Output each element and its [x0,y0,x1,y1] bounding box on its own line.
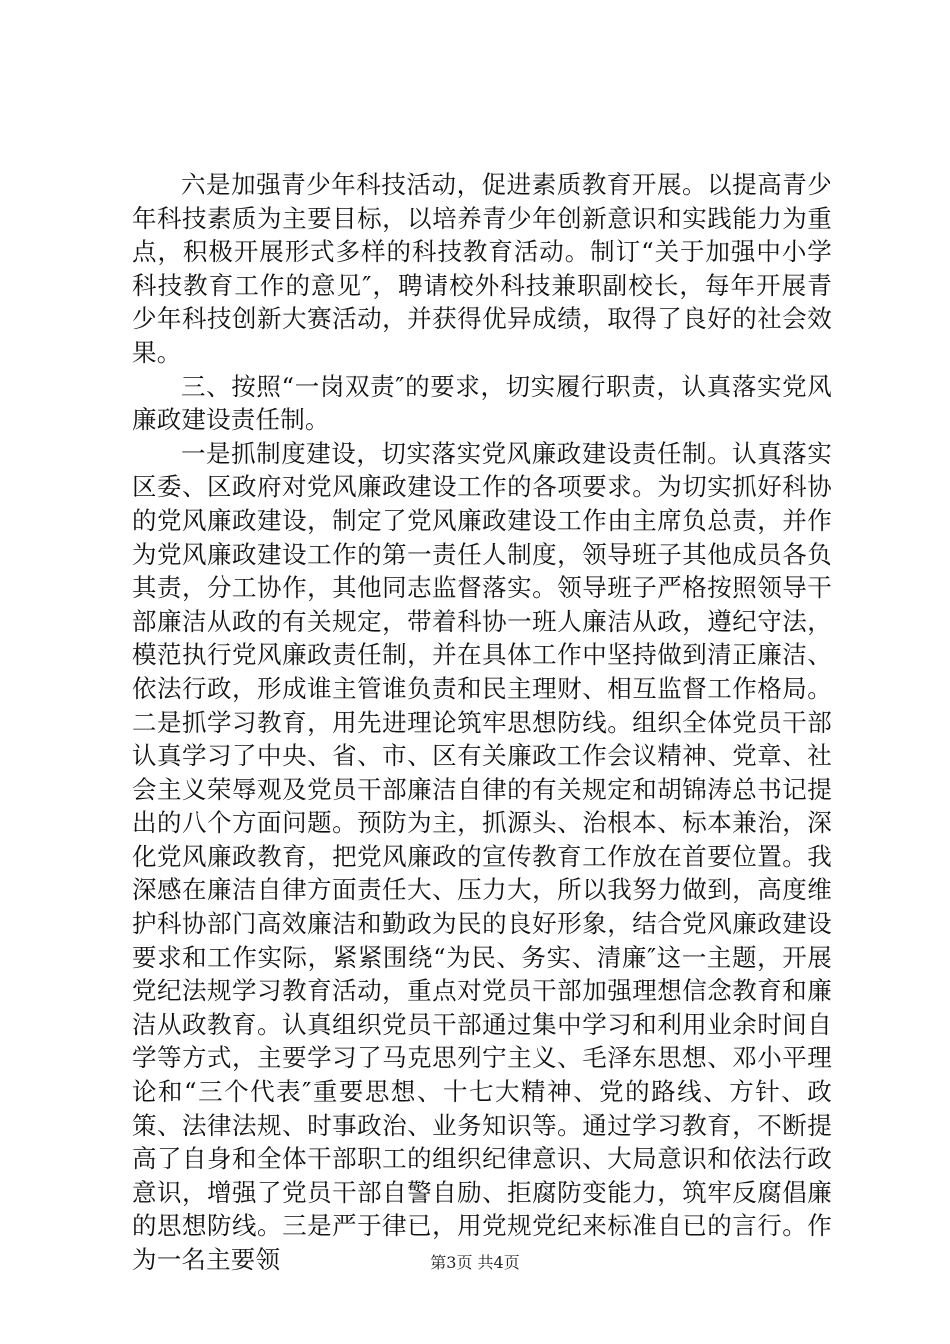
page-number-footer: 第3页 共4页 [430,1253,520,1272]
paragraph-integrity-system: 一是抓制度建设，切实落实党风廉政建设责任制。认真落实区委、区政府对党风廉政建设工作的各项要求。为切实抓好科协的党风廉政建设，制定了党风廉政建设工作由主席负总责，并作为党风廉政建设工作的第一责任人制度，领导班子其他成员各负其责，分工协作，其他同志监督落实。领导班子严格按照领导干部廉洁从政的有关规定，带着科协一班人廉洁从政，遵纪守法，模范执行党风廉政责任制，并在具体工作中坚持做到清正廉洁、依法行政，形成谁主管谁负责和民主理财、相互监督工作格局。二是抓学习教育，用先进理论筑牢思想防线。组织全体党员干部认真学习了中央、省、市、区有关廉政工作会议精神、党章、社会主义荣辱观及党员干部廉洁自律的有关规定和胡锦涛总书记提出的八个方面问题。预防为主，抓源头、治根本、标本兼治，深化党风廉政教育，把党风廉政的宣传教育工作放在首要位置。我深感在廉洁自律方面责任大、压力大，所以我努力做到，高度维护科协部门高效廉洁和勤政为民的良好形象，结合党风廉政建设要求和工作实际，紧紧围绕“为民、务实、清廉″这一主题，开展党纪法规学习教育活动，重点对党员干部加强理想信念教育和廉洁从政教育。认真组织党员干部通过集中学习和利用业余时间自学等方式，主要学习了马克思列宁主义、毛泽东思想、邓小平理论和“三个代表″重要思想、十七大精神、党的路线、方针、政策、法律法规、时事政治、业务知识等。通过学习教育，不断提高了自身和全体干部职工的组织纪律意识、大局意识和依法行政意识，增强了党员干部自警自励、拒腐防变能力，筑牢反腐倡廉的思想防线。三是严于律已，用党规党纪来标准自已的言行。作为一名主要领 [132,438,832,1274]
paragraph-youth-science: 六是加强青少年科技活动，促进素质教育开展。以提高青少年科技素质为主要目标，以培养青少年创新意识和实践能力为重点，积极开展形式多样的科技教育活动。制订“关于加强中小学科技教育工作的意见″，聘请校外科技兼职副校长，每年开展青少年科技创新大赛活动，并获得优异成绩，取得了良好的社会效果。 [132,170,832,367]
document-body [132,168,832,1277]
paragraph-section-three-heading: 三、按照“一岗双责″的要求，切实履行职责，认真落实党风廉政建设责任制。 [132,371,832,435]
